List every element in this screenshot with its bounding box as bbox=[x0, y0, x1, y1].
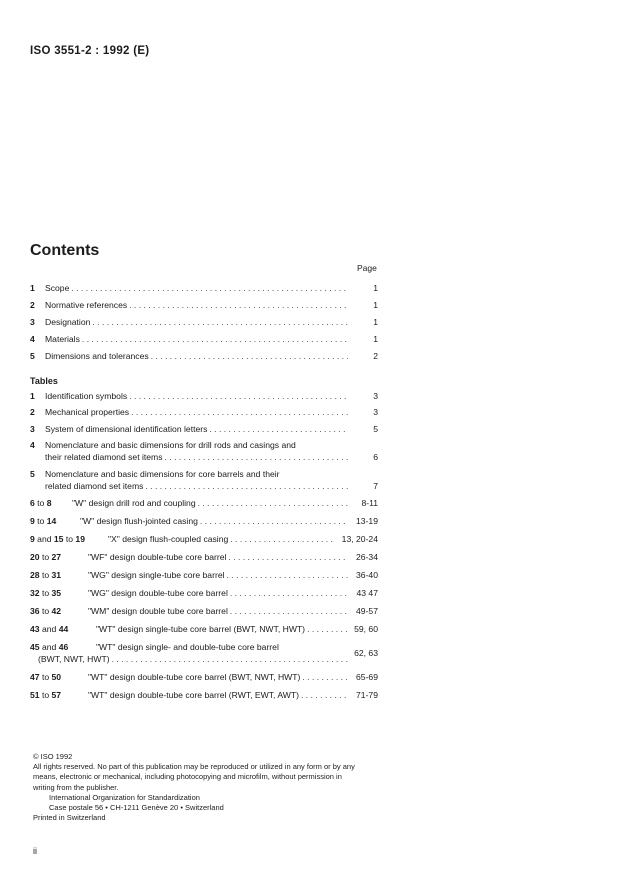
entry-page: 2 bbox=[373, 351, 378, 361]
page-number: ii bbox=[33, 846, 37, 856]
entry-page: 6 bbox=[373, 452, 378, 462]
entry-title: "W" design flush-jointed casing bbox=[80, 516, 198, 526]
leader-dots bbox=[163, 452, 348, 464]
entry-title: Normative references bbox=[45, 300, 128, 310]
entry-number: 47 to 50 bbox=[30, 672, 62, 682]
entry-title: Scope bbox=[45, 283, 70, 293]
leader-dots bbox=[110, 654, 348, 666]
leader-dots bbox=[299, 690, 348, 702]
entry-page: 59, 60 bbox=[354, 624, 378, 634]
entry-number: 4 bbox=[30, 440, 35, 450]
entry-title: Designation bbox=[45, 317, 91, 327]
entry-number: 32 to 35 bbox=[30, 588, 62, 598]
entry-number: 28 to 31 bbox=[30, 570, 62, 580]
entry-number: 6 to 8 bbox=[30, 498, 52, 508]
entry-page: 1 bbox=[373, 300, 378, 310]
entry-page: 1 bbox=[373, 283, 378, 293]
entry-title: "X" design flush-coupled casing bbox=[108, 534, 229, 544]
leader-dots bbox=[305, 624, 348, 636]
entry-page: 1 bbox=[373, 317, 378, 327]
leader-dots bbox=[90, 317, 348, 329]
copyright-text: All rights reserved. No part of this publication may be reproduced or utilized in any form or by any bbox=[33, 762, 355, 772]
entry-title: "WF" design double-tube core barrel bbox=[88, 552, 227, 562]
toc-entry[interactable] bbox=[30, 440, 378, 464]
entry-page: 13-19 bbox=[356, 516, 378, 526]
entry-number: 2 bbox=[30, 407, 35, 417]
entry-title-line-1: Nomenclature and basic dimensions for core barrels and their bbox=[45, 469, 280, 479]
page-column-heading: Page bbox=[357, 263, 377, 273]
tables-heading: Tables bbox=[30, 376, 58, 386]
copyright-text: writing from the publisher. bbox=[33, 782, 119, 792]
entry-page: 8-11 bbox=[361, 498, 378, 508]
entry-page: 71-79 bbox=[356, 690, 378, 700]
entry-page: 43 47 bbox=[356, 588, 378, 598]
leader-dots bbox=[207, 424, 348, 436]
copyright-line: © ISO 1992 bbox=[33, 752, 73, 761]
publisher-name: International Organization for Standardization bbox=[49, 792, 200, 802]
entry-title: Dimensions and tolerances bbox=[45, 351, 149, 361]
copyright-text: means, electronic or mechanical, including photocopying and microfilm, without permission in bbox=[33, 772, 342, 782]
entry-title-line-2: (BWT, NWT, HWT) bbox=[38, 654, 110, 664]
document-header: ISO 3551-2 : 1992 (E) bbox=[30, 45, 150, 57]
toc-entry[interactable] bbox=[30, 642, 378, 666]
entry-title: "WM" design double tube core barrel bbox=[88, 606, 228, 616]
entry-number: 3 bbox=[30, 317, 35, 327]
entry-title: System of dimensional identification letters bbox=[45, 424, 208, 434]
entry-page: 13, 20-24 bbox=[341, 534, 378, 544]
leader-dots bbox=[143, 481, 348, 493]
entry-title: "WT" design double-tube core barrel (BWT, NWT, HWT) bbox=[88, 672, 301, 682]
entry-number: 45 and 46 bbox=[30, 642, 69, 652]
leader-dots bbox=[198, 516, 348, 528]
entry-page: 26-34 bbox=[356, 552, 378, 562]
leader-dots bbox=[196, 498, 348, 510]
leader-dots bbox=[228, 534, 334, 546]
entry-number: 20 to 27 bbox=[30, 552, 62, 562]
page-title: Contents bbox=[30, 242, 100, 259]
entry-page: 5 bbox=[373, 424, 378, 434]
entry-number: 9 to 14 bbox=[30, 516, 57, 526]
entry-page: 65-69 bbox=[356, 672, 378, 682]
publisher-address: Case postale 56 • CH-1211 Genève 20 • Switzerland bbox=[49, 803, 224, 813]
entry-number: 36 to 42 bbox=[30, 606, 62, 616]
leader-dots bbox=[225, 570, 348, 582]
leader-dots bbox=[228, 606, 348, 618]
entry-page: 62, 63 bbox=[354, 648, 378, 658]
leader-dots bbox=[228, 588, 348, 600]
entry-page: 7 bbox=[373, 481, 378, 491]
entry-title: "W" design drill rod and coupling bbox=[72, 498, 196, 508]
entry-number: 51 to 57 bbox=[30, 690, 62, 700]
entry-page: 3 bbox=[373, 407, 378, 417]
entry-number: 1 bbox=[30, 283, 35, 293]
entry-page: 1 bbox=[373, 334, 378, 344]
printed-in: Printed in Switzerland bbox=[33, 813, 106, 823]
entry-title: "WG" design double-tube core barrel bbox=[88, 588, 228, 598]
entry-title-line-1: "WT" design single- and double-tube core barrel bbox=[96, 642, 279, 652]
entry-number: 1 bbox=[30, 391, 35, 401]
entry-number: 2 bbox=[30, 300, 35, 310]
entry-number: 5 bbox=[30, 469, 35, 479]
entry-page: 3 bbox=[373, 391, 378, 401]
copyright-notice bbox=[33, 752, 593, 823]
leader-dots bbox=[129, 407, 348, 419]
entry-number: 43 and 44 bbox=[30, 624, 69, 634]
entry-page: 49-57 bbox=[356, 606, 378, 616]
entry-page: 36-40 bbox=[356, 570, 378, 580]
entry-title-line-2: related diamond set items bbox=[45, 480, 144, 491]
leader-dots bbox=[80, 334, 348, 346]
entry-number: 9 and 15 to 19 bbox=[30, 534, 85, 544]
entry-title-line-1: Nomenclature and basic dimensions for drill rods and casings and bbox=[45, 440, 296, 450]
leader-dots bbox=[300, 672, 348, 684]
entry-title: "WG" design single-tube core barrel bbox=[88, 570, 225, 580]
toc-entry[interactable] bbox=[30, 469, 378, 493]
entry-title: Materials bbox=[45, 334, 80, 344]
entry-title: Identification symbols bbox=[45, 391, 128, 401]
leader-dots bbox=[127, 300, 348, 312]
leader-dots bbox=[226, 552, 348, 564]
entry-number: 4 bbox=[30, 334, 35, 344]
entry-title: "WT" design double-tube core barrel (RWT, EWT, AWT) bbox=[88, 690, 299, 700]
leader-dots bbox=[69, 283, 348, 295]
leader-dots bbox=[127, 391, 348, 403]
entry-number: 5 bbox=[30, 351, 35, 361]
entry-title: "WT" design single-tube core barrel (BWT, NWT, HWT) bbox=[96, 624, 306, 634]
entry-title: Mechanical properties bbox=[45, 407, 130, 417]
entry-title-line-2: their related diamond set items bbox=[45, 451, 163, 462]
leader-dots bbox=[149, 351, 348, 363]
entry-number: 3 bbox=[30, 424, 35, 434]
